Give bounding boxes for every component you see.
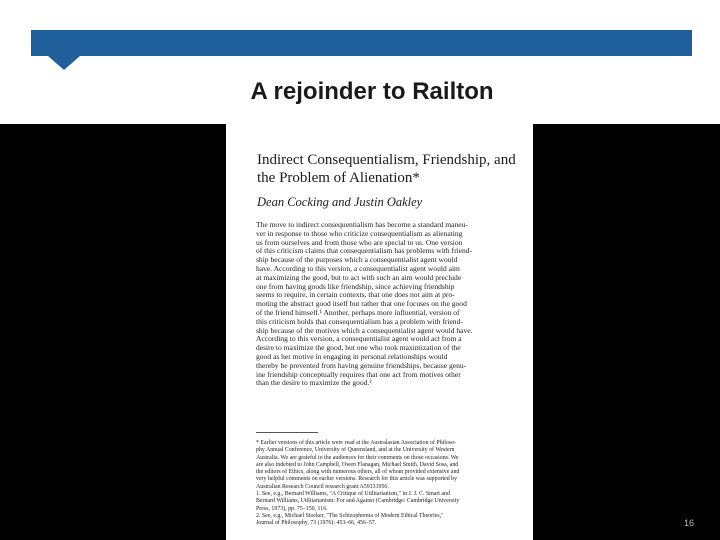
paper-authors: Dean Cocking and Justin Oakley [257, 195, 423, 209]
paper-footnotes: * Earlier versions of this article were read at the Australasian Association of Philoso- phy Annual Conference, University of Queensland, and at the University of Western Australia. We are grateful to the audiences for their comments on those occasions. We are also indebted to John Campbell, Owen Flanagan, Michael Smith, David Sosa, and the editors of Ethics, along with numerous others, all of whom provided extensive and very helpful comments on earlier versions. Research for this article was supported by Australian Research Council research grant A59131956. 1. See, e.g., Bernard Williams, "A Critique of Utilitarianism," in J. J. C. Smart and Bernard Williams, Utilitarianism: For and Against (Cambridge: Cambridge University Press, 1973), pp. 75–150, 116. 2. See, e.g., Michael Stocker, "The Schizophrenia of Modern Ethical Theories," Journal of Philosophy, 73 (1976): 453–66, 456–57. [256, 440, 460, 527]
footnote-divider [256, 432, 318, 433]
header-banner [31, 30, 692, 56]
paper-body-text: The move to indirect consequentialism has become a standard maneu- ver in response to those who criticize consequentialism as alienating us from ourselves and from those who are special to us. One version of this criticism claims that consequentialism has problems with friend- ship because of the purposes which a consequentialist agent would have. According to this version, a consequentialist agent would aim at maximizing the good, but to act with such an aim would preclude one from having goods like friendship, since achieving friendship seems to require, in certain contexts, that one does not aim at pro- moting the abstract good itself but rather that one focuses on the good of the friend himself.¹ Another, perhaps more influential, version of this criticism holds that consequentialism has a problem with friend- ship because of the motives which a consequentialist agent would have. According to this version, a consequentialist agent would act from a desire to maximize the good, but one who took maximization of the good as her motive in engaging in personal relationships would thereby be prevented from having genuine friendships, because genu- ine friendship conceptually requires that one act from motives other than the desire to maximize the good.² [256, 220, 473, 388]
paper-title: Indirect Consequentialism, Friendship, and the Problem of Alienation* [257, 152, 516, 186]
slide-page-number: 16 [684, 518, 695, 528]
slide-title: A rejoinder to Railton [250, 78, 494, 105]
banner-notch [48, 56, 80, 70]
paper-page-image [226, 124, 533, 540]
